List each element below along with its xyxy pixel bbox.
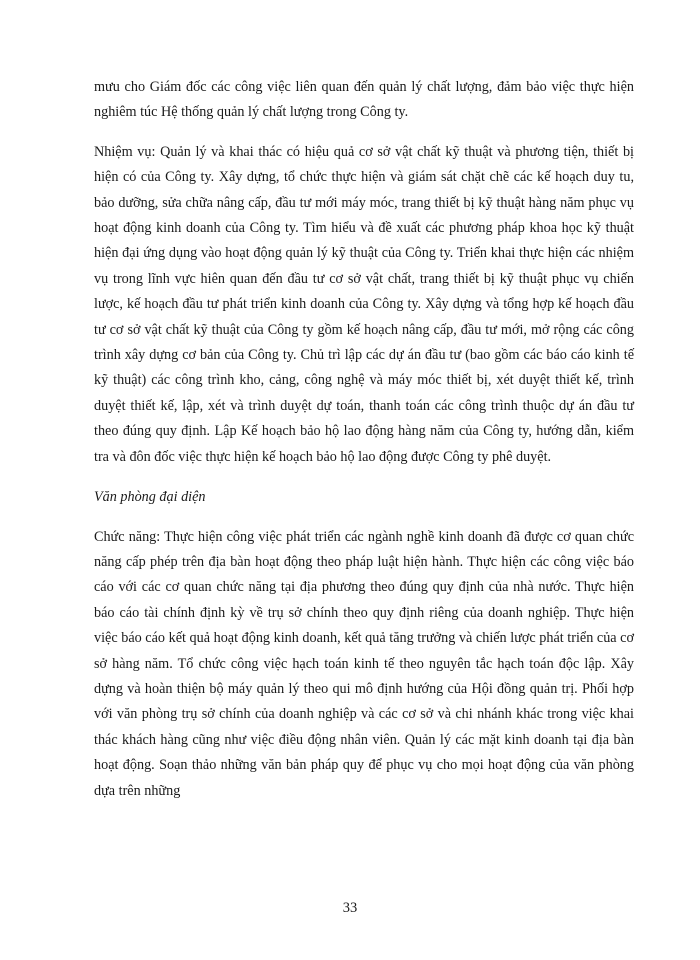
section-heading: Văn phòng đại diện bbox=[94, 489, 206, 506]
paragraph-chuc-nang: Chức năng: Thực hiện công việc phát triển các ngành nghề kinh doanh đã được cơ quan chức năng cấp phép trên địa bàn hoạt động theo pháp luật hiện hành. Thực hiện các công việc báo cáo với các cơ quan chức năng tại địa phương theo đúng quy định của nhà nước. Thực hiện báo cáo tài chính định kỳ về trụ sở chính theo quy định riêng của doanh nghiệp. Thực hiện việc báo cáo kết quả hoạt động kinh doanh, kết quả tăng trưởng và chiến lược phát triển của cơ sở hàng năm. Tổ chức công việc hạch toán kinh tế theo nguyên tắc hạch toán độc lập. Xây dựng và hoàn thiện bộ máy quản lý theo qui mô định hướng của Hội đồng quản trị. Phối hợp với văn phòng trụ sở chính của doanh nghiệp và các cơ sở và chi nhánh khác trong việc khai thác khách hàng cũng như việc điều động nhân viên. Quản lý các mặt kinh doanh tại địa bàn hoạt động. Soạn thảo những văn bản pháp quy để phục vụ cho mọi hoạt động của văn phòng dựa trên những bbox=[94, 528, 634, 799]
paragraph-nhiem-vu: Nhiệm vụ: Quản lý và khai thác có hiệu quả cơ sở vật chất kỹ thuật và phương tiện, thiết bị hiện có của Công ty. Xây dựng, tổ chức thực hiện và giám sát chặt chẽ các kế hoạch duy tu, bảo dưỡng, sửa chữa nâng cấp, đầu tư mới máy móc, trang thiết bị kỹ thuật hàng năm phục vụ hoạt động kinh doanh của Công ty. Tìm hiểu và đề xuất các phương pháp khoa học kỹ thuật hiện đại ứng dụng vào hoạt động quản lý kỹ thuật của Công ty. Triển khai thực hiện các nhiệm vụ trong lĩnh vực hiên quan đến đầu tư cơ sở vật chất, trang thiết bị kỹ thuật phục vụ chiến lược, kế hoạch đầu tư phát triển kinh doanh của Công ty. Xây dựng và tổng hợp kế hoạch đầu tư cơ sở vật chất kỹ thuật của Công ty gồm kế hoạch nâng cấp, đầu tư mới, mở rộng các công trình xây dựng cơ bản của Công ty. Chủ trì lập các dự án đầu tư (bao gồm các báo cáo kinh tế kỹ thuật) các công trình kho, cảng, công nghệ và máy móc thiết bị, xét duyệt thiết kế, trình duyệt thiết kế, lập, xét và trình duyệt dự toán, thanh toán các công trình thuộc dự án đầu tư theo đúng quy định. Lập Kế hoạch bảo hộ lao động hàng năm của Công ty, hướng dẫn, kiểm tra và đôn đốc việc thực hiện kế hoạch bảo hộ lao động được Công ty phê duyệt. bbox=[94, 143, 634, 465]
page-body bbox=[94, 75, 634, 819]
page-number: 33 bbox=[342, 900, 358, 916]
paragraph-continuation: mưu cho Giám đốc các công việc liên quan đến quản lý chất lượng, đảm bảo việc thực hiện nghiêm túc Hệ thống quản lý chất lượng trong Công ty. bbox=[94, 79, 634, 121]
